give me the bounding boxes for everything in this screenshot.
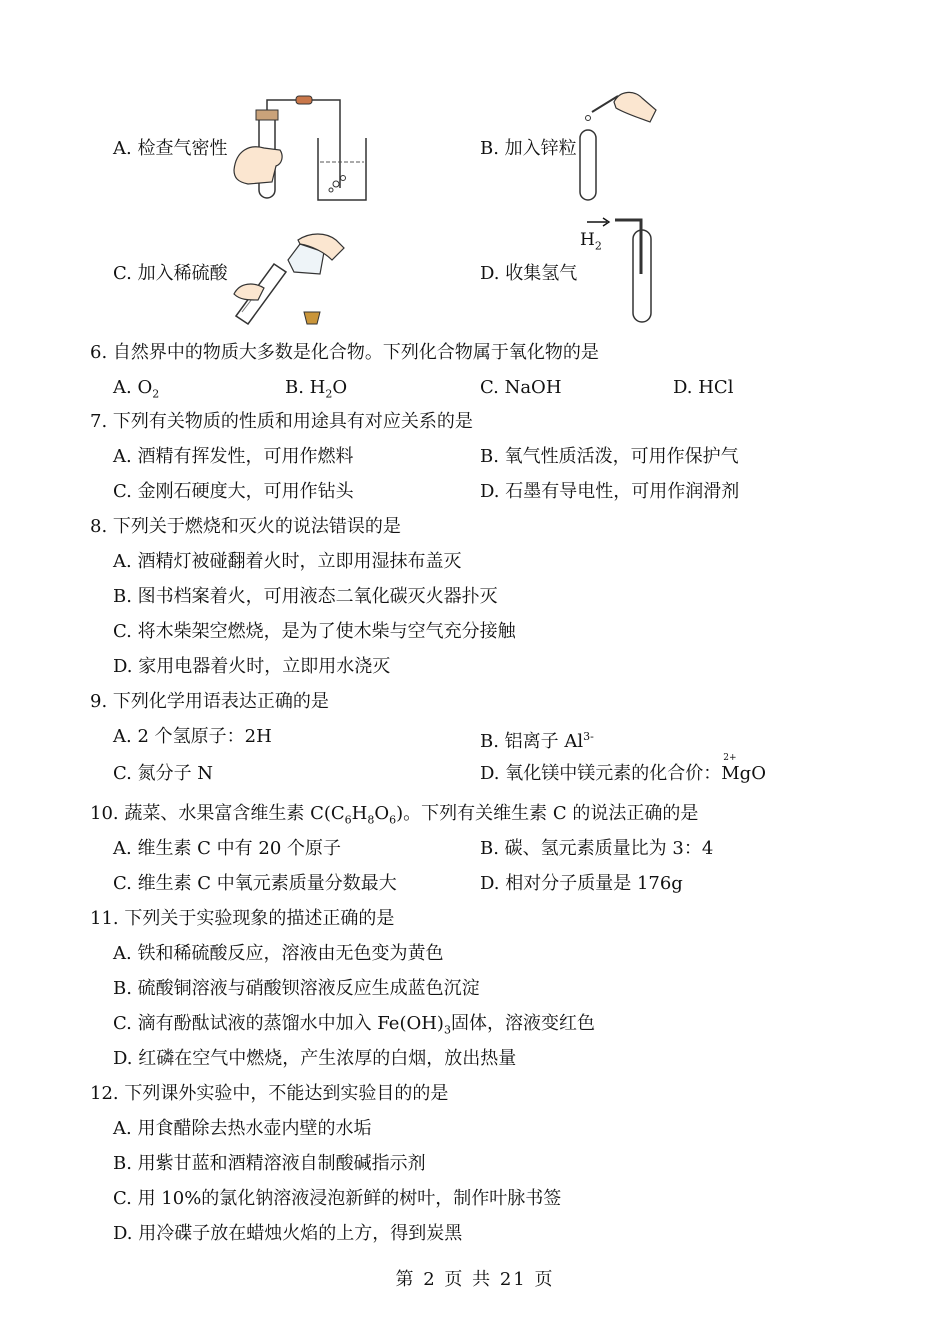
question-8-option-c: C. 将木柴架空燃烧，是为了使木柴与空气充分接触: [113, 621, 516, 642]
question-10-option-d: D. 相对分子质量是 176g: [480, 873, 683, 894]
question-7-stem: 7. 下列有关物质的性质和用途具有对应关系的是: [90, 411, 473, 432]
question-11-stem: 11. 下列关于实验现象的描述正确的是: [90, 908, 395, 929]
question-11-option-c: C. 滴有酚酞试液的蒸馏水中加入 $Fe(OH)_3$固体，溶液变红色: [113, 1013, 595, 1037]
option-d-collect-hydrogen: D. 收集氢气: [480, 263, 578, 284]
question-9-option-c: C. 氮分子 N: [113, 763, 214, 784]
question-7-option-d: D. 石墨有导电性，可用作润滑剂: [480, 481, 740, 502]
question-9-stem: 9. 下列化学用语表达正确的是: [90, 691, 329, 712]
question-10-option-b: B. 碳、氢元素质量比为 3：4: [480, 838, 714, 859]
collect-hydrogen-figure: [585, 214, 660, 326]
question-7-option-c: C. 金刚石硬度大，可用作钻头: [113, 481, 354, 502]
question-10-option-a: A. 维生素 C 中有 20 个原子: [113, 838, 342, 859]
option-c-add-acid: C. 加入稀硫酸: [113, 263, 228, 284]
question-6-option-a: A. $O_2$: [113, 377, 160, 401]
add-acid-pouring-figure: [228, 230, 368, 328]
question-9-option-a: A. 2 个氢原子：2H: [113, 726, 272, 747]
question-6-option-b: B. $H_2O$: [285, 377, 348, 401]
question-9-option-d: D. 氧化镁中镁元素的化合价： 2+ MgO: [480, 753, 766, 784]
question-8-option-b: B. 图书档案着火，可用液态二氧化碳灭火器扑灭: [113, 586, 498, 607]
airtightness-apparatus-figure: [228, 92, 378, 204]
question-8-option-d: D. 家用电器着火时，立即用水浇灭: [113, 656, 391, 677]
question-11-option-a: A. 铁和稀硫酸反应，溶液由无色变为黄色: [113, 943, 444, 964]
question-11-option-b: B. 硫酸铜溶液与硝酸钡溶液反应生成蓝色沉淀: [113, 978, 480, 999]
question-12-option-b: B. 用紫甘蓝和酒精溶液自制酸碱指示剂: [113, 1153, 426, 1174]
h2-label: $H_2$: [580, 230, 602, 253]
question-12-stem: 12. 下列课外实验中，不能达到实验目的的是: [90, 1083, 449, 1104]
question-12-option-c: C. 用 10%的氯化钠溶液浸泡新鲜的树叶，制作叶脉书签: [113, 1188, 562, 1209]
mg-valence-mark: 2+: [723, 753, 737, 763]
add-zinc-test-tube-figure: [570, 88, 665, 203]
question-8-option-a: A. 酒精灯被碰翻着火时，立即用湿抹布盖灭: [113, 551, 462, 572]
question-12-option-a: A. 用食醋除去热水壶内壁的水垢: [113, 1118, 372, 1139]
question-6-stem: 6. 自然界中的物质大多数是化合物。下列化合物属于氧化物的是: [90, 342, 599, 363]
option-a-check-airtightness: A. 检查气密性: [113, 138, 228, 159]
question-10-option-c: C. 维生素 C 中氧元素质量分数最大: [113, 873, 397, 894]
question-6-option-c: C. NaOH: [480, 377, 562, 398]
question-6-option-d: D. HCl: [673, 377, 734, 398]
question-12-option-d: D. 用冷碟子放在蜡烛火焰的上方，得到炭黑: [113, 1223, 463, 1244]
question-7-option-a: A. 酒精有挥发性，可用作燃料: [113, 446, 354, 467]
page-footer: 第 2 页 共 21 页: [395, 1269, 555, 1290]
question-7-option-b: B. 氧气性质活泼，可用作保护气: [480, 446, 739, 467]
question-11-option-d: D. 红磷在空气中燃烧，产生浓厚的白烟，放出热量: [113, 1048, 517, 1069]
question-10-stem: 10. 蔬菜、水果富含维生素 $C(C_6H_8O_6)$。下列有关维生素 C 的说法正确的是: [90, 803, 699, 827]
question-9-option-b: B. 铝离子 $Al^{3-}$: [480, 730, 594, 752]
question-8-stem: 8. 下列关于燃烧和灭火的说法错误的是: [90, 516, 401, 537]
option-b-add-zinc: B. 加入锌粒: [480, 138, 577, 159]
